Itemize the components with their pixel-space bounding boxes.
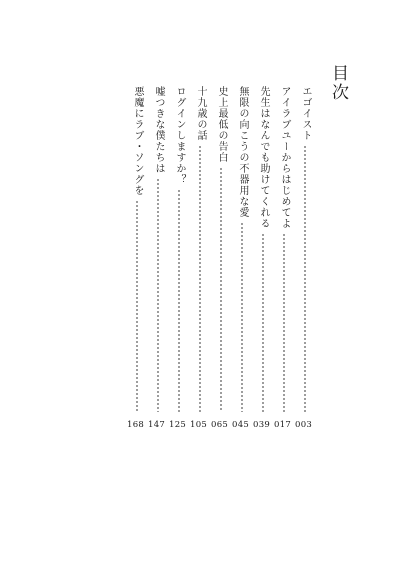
toc-entry-title: 史上最低の告白 xyxy=(216,86,227,163)
toc-title: 目次 xyxy=(328,64,348,102)
toc-dotted-leader xyxy=(254,233,272,412)
toc-page-number: 045 xyxy=(232,420,250,430)
toc-page-number: 003 xyxy=(295,420,313,430)
toc-page-number: 147 xyxy=(148,420,166,430)
toc-entry xyxy=(295,86,314,430)
toc-dotted-leader xyxy=(296,145,314,412)
toc-page-number: 017 xyxy=(274,420,292,430)
toc-page-number: 125 xyxy=(169,420,187,430)
toc-entry xyxy=(190,86,209,430)
toc-page-number: 105 xyxy=(190,420,208,430)
toc-entry xyxy=(253,86,272,430)
toc-entry xyxy=(127,86,146,430)
toc-entry xyxy=(148,86,167,430)
toc-list xyxy=(127,86,314,430)
toc-entry-title: エゴイスト xyxy=(300,86,311,141)
toc-entry-title: アイラブユーからはじめてよ xyxy=(279,86,290,229)
toc-entry-title: ログインしますか？ xyxy=(174,86,185,185)
toc-page-number: 065 xyxy=(211,420,229,430)
toc-entry xyxy=(232,86,251,430)
toc-dotted-leader xyxy=(149,178,167,412)
toc-page-number: 039 xyxy=(253,420,271,430)
toc-entry xyxy=(211,86,230,430)
toc-dotted-leader xyxy=(128,200,146,412)
toc-dotted-leader xyxy=(275,233,293,412)
toc-entry-title: 十九歳の話 xyxy=(195,86,206,141)
toc-entry xyxy=(274,86,293,430)
toc-entry-title: 悪魔にラブ・ソングを xyxy=(132,86,143,196)
toc-dotted-leader xyxy=(191,145,209,412)
toc-entry-title: 先生はなんでも助けてくれる xyxy=(258,86,269,229)
toc-dotted-leader xyxy=(233,222,251,412)
toc-dotted-leader xyxy=(212,167,230,412)
toc-entry-title: 嘘つきな僕たちは xyxy=(153,86,164,174)
toc-page-number: 168 xyxy=(127,420,145,430)
toc-entry xyxy=(169,86,188,430)
toc-entry-title: 無限の向こうの不器用な愛 xyxy=(237,86,248,218)
toc-dotted-leader xyxy=(170,189,188,412)
